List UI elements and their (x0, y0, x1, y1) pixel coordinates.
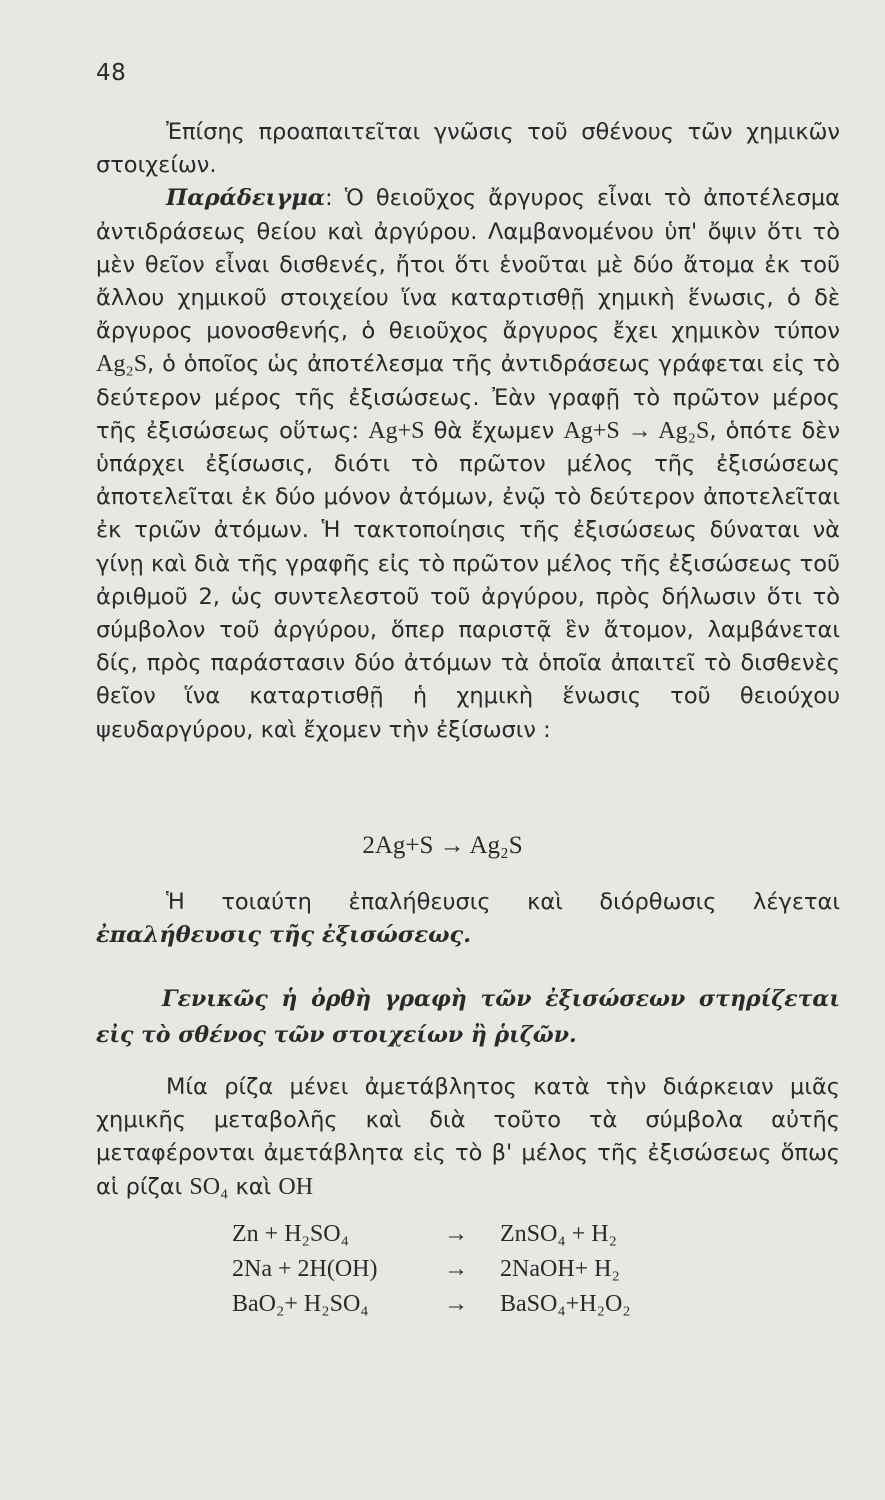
verification-text: Ἡ τοιαύτη ἐπαλήθευσις καὶ διόρθωσις λέγεται (166, 889, 840, 915)
reaction-rhs: 2NaOH+ H₂ (500, 1256, 620, 1282)
reaction-row (232, 1217, 631, 1252)
example-mid: θὰ ἔχωμεν (433, 417, 555, 444)
example-label: Παράδειγμα (166, 185, 326, 212)
rule-conj: καὶ (235, 1173, 272, 1200)
heading-text: Γενικῶς ἡ ὀρθὴ γραφὴ τῶν ἐξισώσεων στηρίζεται εἰς τὸ σθένος τῶν στοιχείων ἢ ῥιζῶν. (96, 986, 840, 1048)
formula-ag2s: Ag₂S (96, 351, 148, 378)
reaction-rhs: BaSO₄+H₂O₂ (500, 1291, 631, 1317)
verification-paragraph (96, 886, 840, 952)
intro-line: Ἐπίσης προαπαιτεῖται γνῶσις τοῦ σθένους τῶν χημικῶν στοιχείων. (96, 119, 840, 179)
rule-text: Μία ρίζα μένει ἀμετάβλητος κατὰ τὴν διάρκειαν μιᾶς χημικῆς μεταβολῆς καὶ διὰ τοῦτο τὰ σύμβολα αὐτῆς μεταφέρονται ἀμετάβλητα εἰς τὸ β' μέλος τῆς ἐξισώσεως ὅπως αἱ ρίζαι (96, 1074, 840, 1200)
radical-oh: OH (278, 1173, 314, 1200)
verification-term: ἐπαλήθευσις τῆς ἐξισώσεως. (96, 922, 472, 949)
reaction-lhs: 2Na + 2H(OH) (232, 1256, 378, 1282)
reaction-row (232, 1252, 631, 1287)
arrow-icon: → (444, 1256, 468, 1282)
reaction-lhs: Zn + H₂SO₄ (232, 1221, 349, 1247)
rule-paragraph (96, 1071, 840, 1204)
main-equation: 2Ag+S → Ag₂S (362, 832, 523, 859)
example-text: : Ὁ θειοῦχος ἄργυρος εἶναι τὸ ἀποτέλεσμα ἀντιδράσεως θείου καὶ ἀργύρου. Λαμβανομένου ὑπ' ὄψιν ὅτι τὸ μὲν θεῖον εἶναι δισθενές, ἤτοι ὅτι ἑνοῦται μὲ δύο ἄτομα ἐκ τοῦ ἄλλου χημικοῦ στοιχείου ἵνα καταρτισθῇ χημικὴ ἕνωσις, ὁ δὲ ἄργυρος μονοσθενής, ὁ θειοῦχος ἄργυρος ἔχει χημικὸν τύπον (96, 185, 840, 345)
intro-section (96, 116, 840, 747)
section-heading (96, 981, 840, 1053)
arrow-icon: → (444, 1221, 468, 1247)
arrow-icon: → (444, 1291, 468, 1317)
reaction-list (232, 1217, 631, 1322)
example-text-3: , ὁπότε δὲν ὑπάρχει ἐξίσωσις, διότι τὸ πρῶτον μέλος τῆς ἐξισώσεως ἀποτελεῖται ἐκ δύο μόνον ἀτόμων, ἐνῷ τὸ δεύτερον ἀποτελεῖται ἐκ τριῶν ἀτόμων. Ἡ τακτοποίησις τῆς ἐξισώσεως δύναται νὰ γίνῃ καὶ διὰ τῆς γραφῆς εἰς τὸ πρῶτον μέλος τῆς ἐξισώσεως τοῦ ἀριθμοῦ 2, ὡς συντελεστοῦ τοῦ ἀργύρου, πρὸς δήλωσιν ὅτι τὸ σύμβολον τοῦ ἀργύρου, ὅπερ παριστᾷ ἓν ἄτομον, λαμβάνεται δίς, πρὸς παράστασιν δύο ἀτόμων τὰ ὁποῖα ἀπαιτεῖ τὸ δισθενὲς θεῖον ἵνα καταρτισθῇ ἡ χημικὴ ἕνωσις τοῦ θειούχου ψευδαργύρου, καὶ ἔχομεν τὴν ἐξίσωσιν : (96, 417, 841, 743)
reaction-rhs: ZnSO₄ + H₂ (500, 1221, 617, 1247)
reaction-lhs: BaO₂+ H₂SO₄ (232, 1291, 369, 1317)
reaction-row (232, 1287, 631, 1322)
radical-so4: SO₄ (189, 1173, 229, 1200)
example-paragraph (96, 182, 840, 746)
example-text-2: , ὁ ὁποῖος ὡς ἀποτέλεσμα τῆς ἀντιδράσεως γράφεται εἰς τὸ δεύτερον μέρος τῆς ἐξισώσεως. Ἐὰν γραφῇ τὸ πρῶτον μέρος τῆς ἐξισώσεως οὕτως: (96, 351, 840, 444)
formula-first-member: Ag+S (368, 417, 425, 444)
page-number: 48 (96, 60, 127, 86)
formula-reaction: Ag+S → Ag₂S (563, 417, 710, 444)
